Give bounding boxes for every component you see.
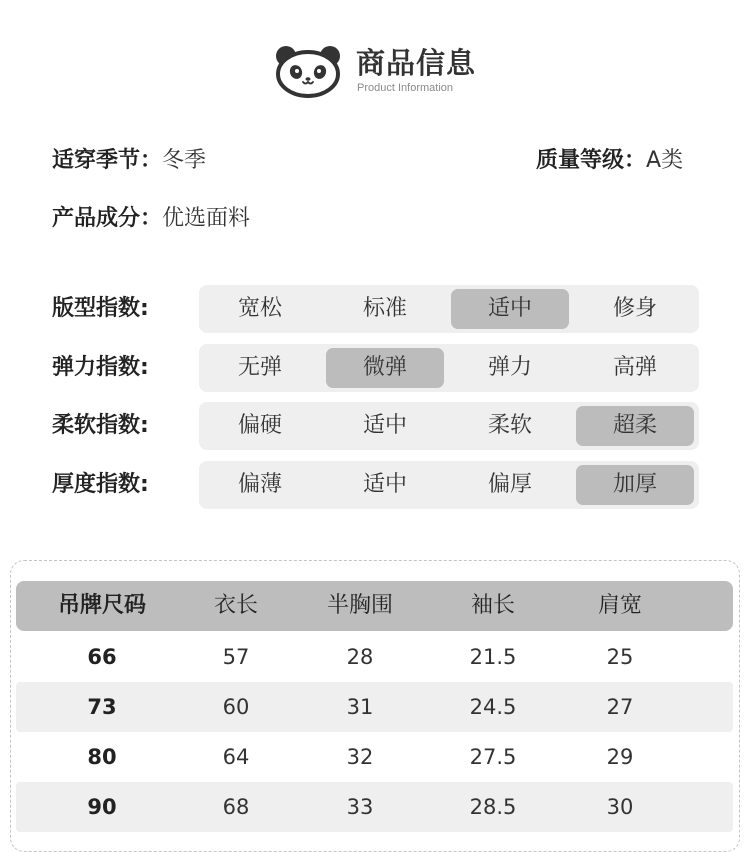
season-value: 冬季 — [162, 148, 207, 173]
index-option: 高弹 — [612, 355, 657, 380]
index-option-selected: 微弹 — [326, 348, 444, 388]
table-cell: 27.5 — [469, 745, 517, 769]
table-cell: 24.5 — [469, 695, 517, 719]
size-table-header — [16, 581, 733, 631]
table-cell: 66 — [87, 645, 117, 669]
table-cell: 28 — [346, 645, 374, 669]
table-cell: 90 — [87, 795, 117, 819]
page-subtitle: Product Information — [357, 82, 453, 94]
grade-value: A类 — [646, 148, 684, 173]
table-cell: 31 — [346, 695, 374, 719]
index-label: 版型指数: — [52, 296, 149, 321]
index-option: 无弹 — [237, 355, 282, 380]
grade-attribute — [536, 147, 683, 175]
table-header-cell: 半胸围 — [326, 593, 394, 618]
table-cell: 25 — [606, 645, 634, 669]
table-header-cell: 吊牌尺码 — [57, 593, 147, 618]
table-cell: 73 — [87, 695, 117, 719]
table-cell: 29 — [606, 745, 634, 769]
material-label: 产品成分： — [52, 206, 163, 231]
panda-logo-icon — [274, 44, 342, 98]
index-label: 柔软指数: — [52, 413, 149, 438]
index-option-track — [199, 461, 699, 509]
page-title: 商品信息 — [356, 46, 477, 80]
table-cell: 27 — [606, 695, 634, 719]
season-label: 适穿季节： — [52, 148, 163, 173]
index-option: 柔软 — [487, 413, 532, 438]
table-cell: 57 — [222, 645, 250, 669]
index-option: 适中 — [362, 472, 407, 497]
table-cell: 68 — [222, 795, 250, 819]
index-option: 偏硬 — [237, 413, 282, 438]
index-option: 适中 — [362, 413, 407, 438]
season-attribute — [52, 147, 206, 175]
index-option-track — [199, 344, 699, 392]
table-cell: 30 — [606, 795, 634, 819]
table-cell: 64 — [222, 745, 250, 769]
index-option: 偏薄 — [237, 472, 282, 497]
index-option: 标准 — [362, 296, 407, 321]
material-attribute — [52, 205, 250, 233]
table-cell: 33 — [346, 795, 374, 819]
index-option-track — [199, 402, 699, 450]
table-cell: 80 — [87, 745, 117, 769]
index-option-selected: 超柔 — [576, 406, 694, 446]
table-row — [0, 632, 750, 682]
table-cell: 60 — [222, 695, 250, 719]
index-option: 偏厚 — [487, 472, 532, 497]
table-header-cell: 肩宽 — [597, 593, 643, 618]
table-header-cell: 袖长 — [470, 593, 516, 618]
index-option: 宽松 — [237, 296, 282, 321]
table-row — [0, 782, 750, 832]
table-header-cell: 衣长 — [213, 593, 259, 618]
index-option-selected: 加厚 — [576, 465, 694, 505]
index-option-track — [199, 285, 699, 333]
index-option: 弹力 — [487, 355, 532, 380]
grade-label: 质量等级： — [536, 148, 647, 173]
index-option: 修身 — [612, 296, 657, 321]
material-value: 优选面料 — [162, 206, 251, 231]
table-row — [0, 682, 750, 732]
index-option-selected: 适中 — [451, 289, 569, 329]
index-label: 弹力指数: — [52, 355, 149, 380]
table-cell: 32 — [346, 745, 374, 769]
index-label: 厚度指数: — [52, 472, 149, 497]
table-cell: 28.5 — [469, 795, 517, 819]
table-row — [0, 732, 750, 782]
table-cell: 21.5 — [469, 645, 517, 669]
